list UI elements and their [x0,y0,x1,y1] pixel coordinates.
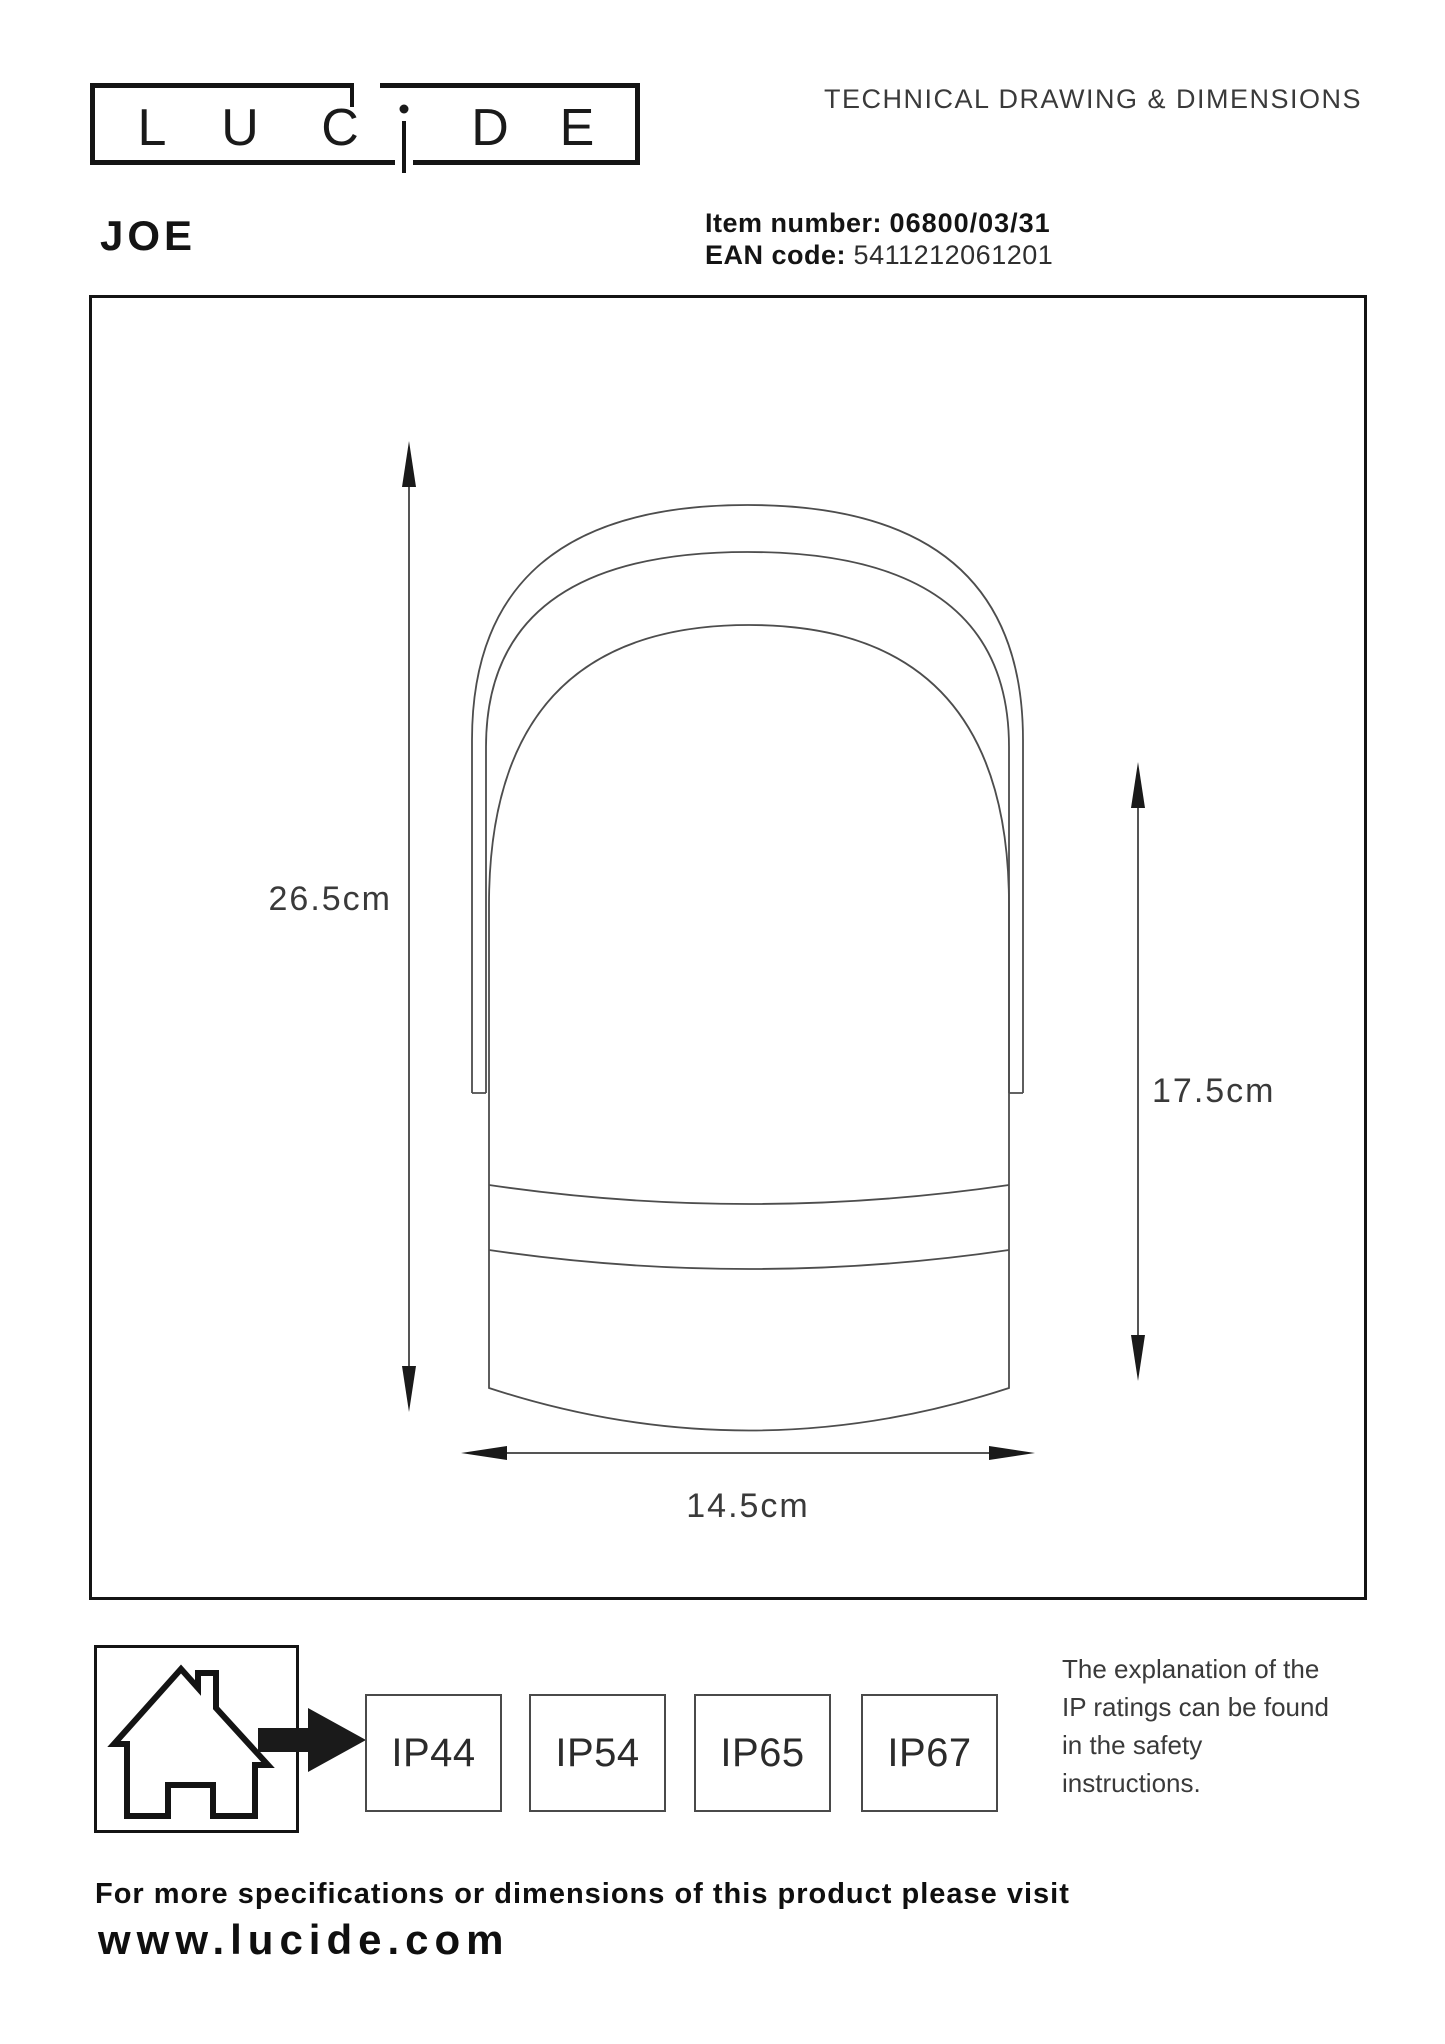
handle-outer-line [472,505,1023,1093]
footer-message: For more specifications or dimensions of this product please visit [95,1878,1070,1910]
ip-note-line: IP ratings can be found [1062,1692,1329,1722]
ip-rating-badge [861,1694,998,1812]
ean-row [705,240,1053,271]
logo-letter-c: C [321,99,359,157]
ip-rating-badge [529,1694,666,1812]
logo-letter-u: U [221,99,259,157]
band-bottom-line [489,1250,1009,1269]
product-name: JOE [100,212,197,259]
ip-note-line: The explanation of the [1062,1654,1320,1684]
ip-rating-label: IP44 [391,1730,476,1775]
ip-rating-label: IP67 [887,1730,972,1775]
ean-value: 5411212061201 [853,240,1054,270]
band-top-line [489,1185,1009,1204]
arrowhead-down-icon [402,1366,416,1412]
arrow-right-icon [240,1700,370,1780]
dim-label-side: 17.5cm [1152,1072,1276,1110]
logo-letter-l: L [137,99,167,157]
ip-rating-label: IP54 [555,1730,640,1775]
website-link[interactable]: www.lucide.com [98,1916,510,1963]
arrowhead-right-icon [989,1446,1035,1460]
logo-letter-e: E [559,99,595,157]
logo-frame [90,83,640,165]
item-number-row [705,208,1051,239]
dim-label-width: 14.5cm [686,1487,810,1525]
doc-title: TECHNICAL DRAWING & DIMENSIONS [823,84,1362,114]
logo-letter-d: D [471,99,509,157]
ip-note [1062,1650,1402,1802]
arrowhead-up-icon [1131,762,1145,808]
ip-note-line: instructions. [1062,1768,1201,1798]
ip-rating-badge [365,1694,502,1812]
ip-rating-label: IP65 [720,1730,805,1775]
arrowhead-up-icon [402,441,416,487]
lantern-technical-drawing [89,295,1367,1600]
logo-letter-i-dot [400,105,409,114]
lucide-logo [90,83,640,165]
body-outline [489,625,1009,1431]
handle-inner-line [486,552,1009,1093]
ip-note-line: in the safety [1062,1730,1203,1760]
ip-rating-badge [694,1694,831,1812]
dim-label-height: 26.5cm [268,880,392,918]
arrowhead-down-icon [1131,1335,1145,1381]
item-number-value: 06800/03/31 [889,208,1051,238]
arrowhead-left-icon [461,1446,507,1460]
item-number-label: Item number: [705,208,883,238]
ean-label: EAN code: [705,240,847,270]
